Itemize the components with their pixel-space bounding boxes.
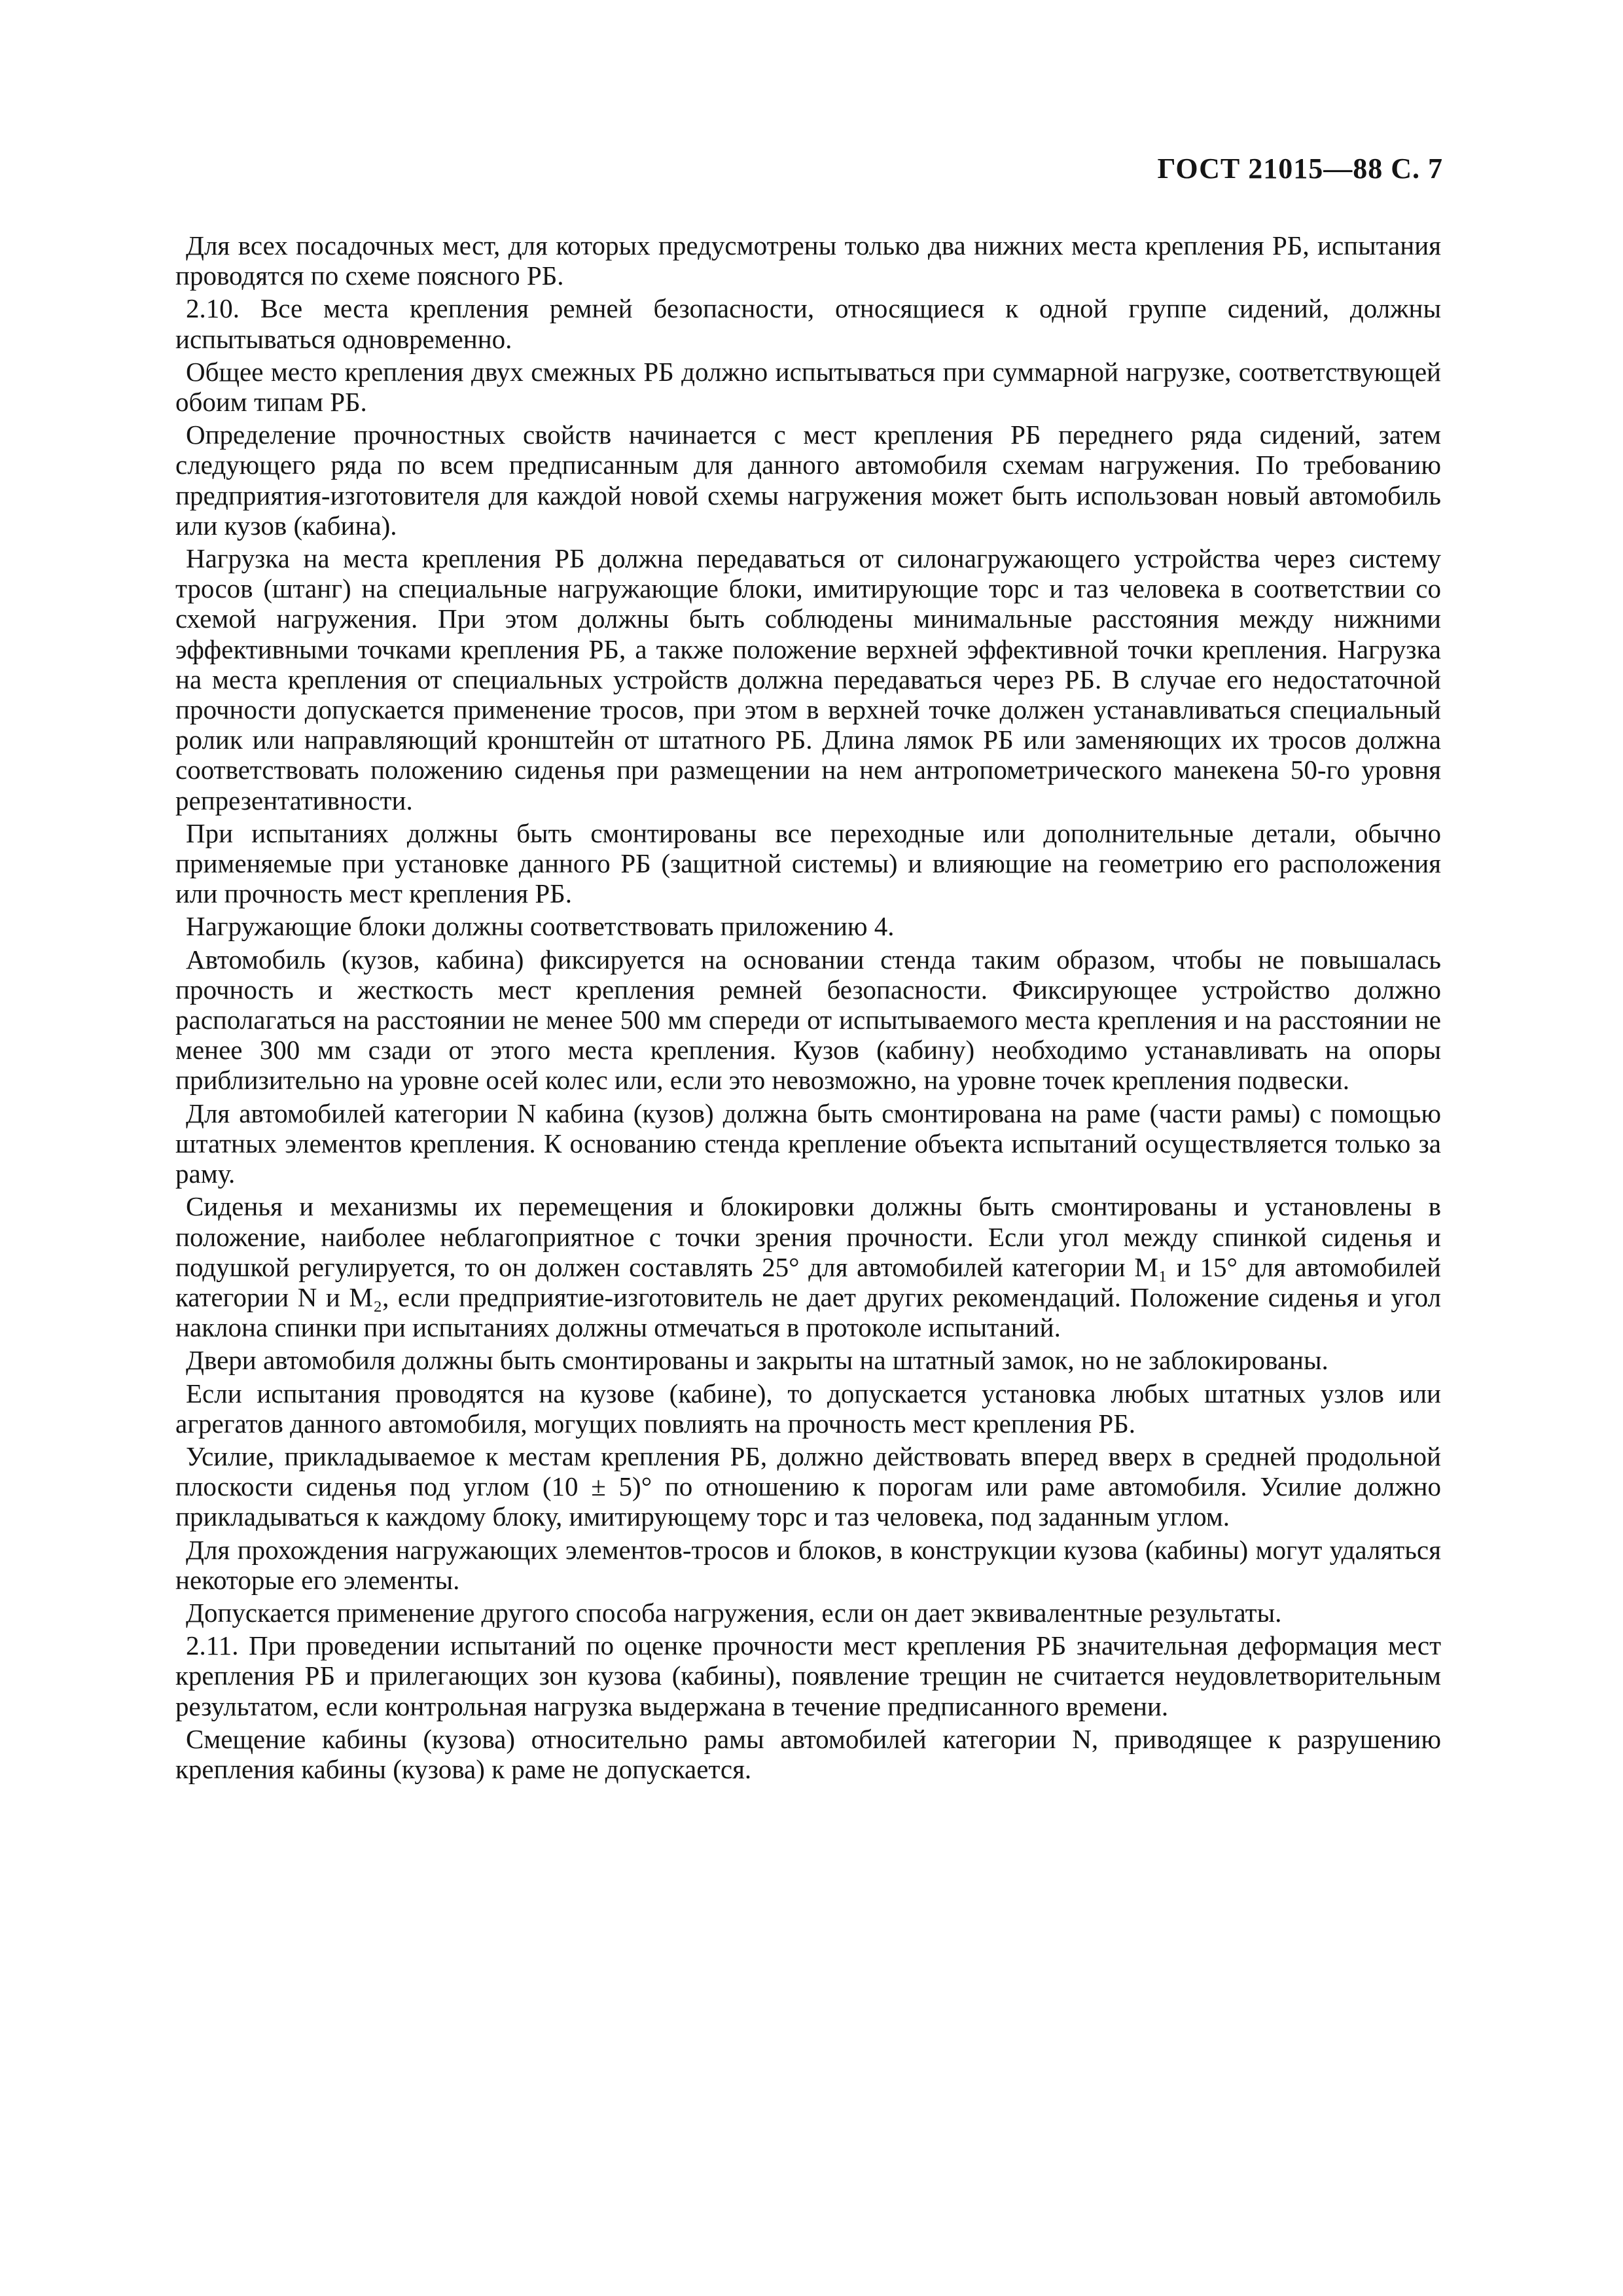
paragraph-strength-determination: Определение прочностных свойств начинается с мест крепления РБ переднего ряда сидений, затем следующего ряда по всем предписанным для данного автомобиля схемам нагружения. По требованию предприятия-изготовителя для каждой новой схемы нагружения может быть использован новый автомобиль или кузов (кабина). [175,420,1441,541]
paragraph-alternative-loading: Допускается применение другого способа нагружения, если он дает эквивалентные результаты. [186,1597,1282,1628]
paragraph-2-10: 2.10. Все места крепления ремней безопасности, относящиеся к одной группе сидений, должны испытываться одновременно. [175,293,1441,354]
paragraph-element-removal: Для прохождения нагружающих элементов-тросов и блоков, в конструкции кузова (кабины) могут удаляться некоторые его элементы. [175,1534,1441,1595]
document-body [175,230,1441,1787]
paragraph-common-anchorage: Общее место крепления двух смежных РБ должно испытываться при суммарной нагрузке, соответствующей обоим типам РБ. [175,356,1441,418]
paragraph-vehicle-fixation: Автомобиль (кузов, кабина) фиксируется на основании стенда таким образом, чтобы не повышалась прочность и жесткость мест крепления ремней безопасности. Фиксирующее устройство должно располагаться на расстоянии не менее 500 мм спереди от испытываемого места крепления и на расстоянии не менее 300 мм сзади от этого места крепления. Кузов (кабину) необходимо устанавливать на опоры приблизительно на уровне осей колес или, если это невозможно, на уровне точек крепления подвески. [175,944,1441,1096]
paragraph-loading-blocks: Нагружающие блоки должны соответствовать приложению 4. [186,911,895,942]
paragraph-body-tests: Если испытания проводятся на кузове (кабине), то допускается установка любых штатных узлов или агрегатов данного автомобиля, могущих повлиять на прочность мест крепления РБ. [175,1378,1441,1439]
page-header: ГОСТ 21015—88 С. 7 [1157,152,1443,185]
paragraph-category-n: Для автомобилей категории N кабина (кузов) должна быть смонтирована на раме (части рамы) с помощью штатных элементов крепления. К основанию стенда крепление объекта испытаний осуществляется только за раму. [175,1098,1441,1189]
paragraph-doors: Двери автомобиля должны быть смонтированы и закрыты на штатный замок, но не заблокированы. [186,1345,1329,1376]
paragraph-seats: Сиденья и механизмы их перемещения и блокировки должны быть смонтированы и установлены в положение, наиболее неблагоприятное с точки зрения прочности. Если угол между спинкой сиденья и подушкой регулируется, то он должен составлять 25° для автомобилей категории M₁ и 15° для автомобилей категории N и M₂, если предприятие-изготовитель не дает других рекомендаций. Положение сиденья и угол наклона спинки при испытаниях должны отмечаться в протоколе испытаний. [175,1191,1441,1343]
paragraph-force-direction: Усилие, прикладываемое к местам крепления РБ, должно действовать вперед вверх в средней продольной плоскости сиденья под углом (10 ± 5)° по отношению к порогам или раме автомобиля. Усилие должно прикладываться к каждому блоку, имитирующему торс и таз человека, под заданным углом. [175,1441,1441,1532]
paragraph-mounted-parts: При испытаниях должны быть смонтированы все переходные или дополнительные детали, обычно применяемые при установке данного РБ (защитной системы) и влияющие на геометрию его расположения или прочность мест крепления РБ. [175,817,1441,909]
paragraph-2-11: 2.11. При проведении испытаний по оценке прочности мест крепления РБ значительная деформация мест крепления РБ и прилегающих зон кузова (кабины), появление трещин не считается неудовлетворительным результатом, если контрольная нагрузка выдержана в течение предписанного времени. [175,1630,1441,1721]
paragraph-two-point-anchorages: Для всех посадочных мест, для которых предусмотрены только два нижних места крепления РБ, испытания проводятся по схеме поясного РБ. [175,230,1441,291]
paragraph-cab-displacement: Смещение кабины (кузова) относительно рамы автомобилей категории N, приводящее к разрушению крепления кабины (кузова) к раме не допускается. [175,1723,1441,1784]
paragraph-load-transfer: Нагрузка на места крепления РБ должна передаваться от силонагружающего устройства через систему тросов (штанг) на специальные нагружающие блоки, имитирующие торс и таз человека в соответствии со схемой нагружения. При этом должны быть соблюдены минимальные расстояния между нижними эффективными точками крепления РБ, а также положение верхней эффективной точки крепления. Нагрузка на места крепления от специальных устройств должна передаваться через РБ. В случае его недостаточной прочности допускается применение тросов, при этом в верхней точке должен устанавливаться специальный ролик или направляющий кронштейн от штатного РБ. Длина лямок РБ или заменяющих их тросов должна соответствовать положению сиденья при размещении на нем антропометрического манекена 50-го уровня репрезентативности. [175,543,1441,816]
